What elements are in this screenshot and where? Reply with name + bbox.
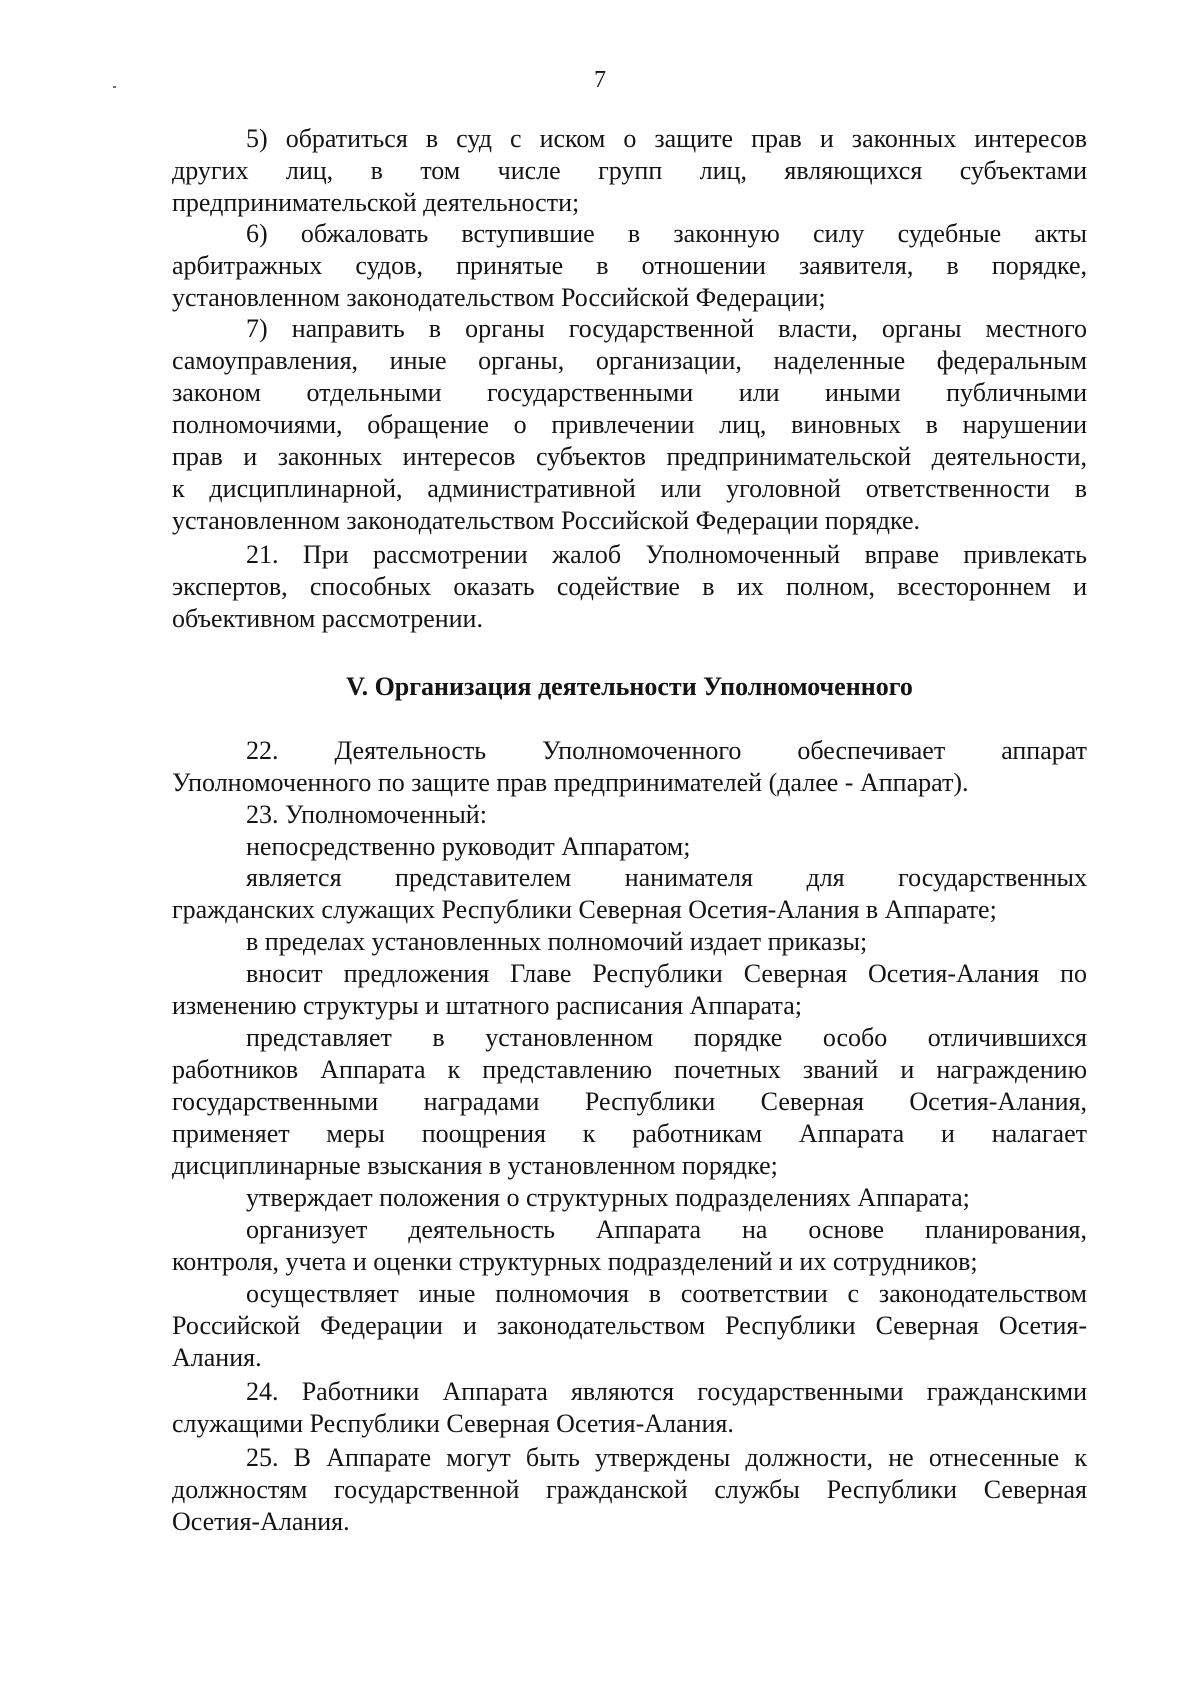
text-line: Уполномоченного по защите прав предпринимателей (далее - Аппарат). bbox=[172, 768, 969, 797]
section-heading: V. Организация деятельности Уполномоченного bbox=[346, 672, 913, 701]
text-line: дисциплинарные взыскания в установленном порядке; bbox=[172, 1151, 778, 1180]
text-line: применяет меры поощрения к работникам Аппарата и налагает bbox=[172, 1119, 1087, 1148]
text-line: 25. В Аппарате могут быть утверждены должности, не отнесенные к bbox=[246, 1443, 1087, 1472]
text-line: Алания. bbox=[172, 1343, 262, 1372]
text-line: прав и законных интересов субъектов предпринимательской деятельности, bbox=[172, 442, 1087, 471]
text-line: Российской Федерации и законодательством Республики Северная Осетия- bbox=[172, 1311, 1087, 1340]
text-line: 24. Работники Аппарата являются государственными гражданскими bbox=[246, 1377, 1087, 1406]
text-line: к дисциплинарной, административной или уголовной ответственности в bbox=[172, 474, 1087, 503]
text-line: 22. Деятельность Уполномоченного обеспечивает аппарат bbox=[246, 736, 1087, 765]
text-line: является представителем нанимателя для государственных bbox=[246, 863, 1087, 892]
text-line: 5) обратиться в суд с иском о защите прав и законных интересов bbox=[246, 124, 1087, 153]
text-line: самоуправления, иные органы, организации, наделенные федеральным bbox=[172, 346, 1087, 375]
text-line: других лиц, в том числе групп лиц, являющихся субъектами bbox=[172, 156, 1087, 185]
text-line: организует деятельность Аппарата на основе планирования, bbox=[246, 1215, 1087, 1244]
text-line: арбитражных судов, принятые в отношении заявителя, в порядке, bbox=[172, 251, 1087, 280]
scan-speck bbox=[113, 86, 116, 88]
text-line: предпринимательской деятельности; bbox=[172, 188, 580, 217]
text-line: 23. Уполномоченный: bbox=[246, 800, 487, 829]
text-line: законом отдельными государственными или иными публичными bbox=[172, 378, 1087, 407]
text-line: установленном законодательством Российской Федерации; bbox=[172, 283, 826, 312]
text-line: 6) обжаловать вступившие в законную силу судебные акты bbox=[246, 219, 1087, 248]
text-line: экспертов, способных оказать содействие в их полном, всестороннем и bbox=[172, 572, 1087, 601]
text-line: полномочиями, обращение о привлечении лиц, виновных в нарушении bbox=[172, 410, 1087, 439]
text-line: установленном законодательством Российской Федерации порядке. bbox=[172, 506, 921, 535]
text-line: 21. При рассмотрении жалоб Уполномоченный вправе привлекать bbox=[246, 540, 1087, 569]
text-line: изменению структуры и штатного расписания Аппарата; bbox=[172, 991, 802, 1020]
text-line: контроля, учета и оценки структурных подразделений и их сотрудников; bbox=[172, 1247, 978, 1276]
text-line: государственными наградами Республики Северная Осетия-Алания, bbox=[172, 1087, 1087, 1116]
page-number: 7 bbox=[594, 67, 606, 93]
text-line: работников Аппарата к представлению почетных званий и награждению bbox=[172, 1055, 1087, 1084]
text-line: 7) направить в органы государственной власти, органы местного bbox=[246, 314, 1087, 343]
text-line: представляет в установленном порядке особо отличившихся bbox=[246, 1023, 1087, 1052]
text-line: должностям государственной гражданской службы Республики Северная bbox=[172, 1475, 1087, 1504]
text-line: Осетия-Алания. bbox=[172, 1507, 350, 1536]
text-line: служащими Республики Северная Осетия-Алания. bbox=[172, 1409, 734, 1438]
text-line: осуществляет иные полномочия в соответствии с законодательством bbox=[246, 1279, 1087, 1308]
text-line: непосредственно руководит Аппаратом; bbox=[246, 832, 691, 861]
text-line: объективном рассмотрении. bbox=[172, 604, 483, 633]
text-line: утверждает положения о структурных подразделениях Аппарата; bbox=[246, 1183, 970, 1212]
text-line: вносит предложения Главе Республики Северная Осетия-Алания по bbox=[246, 959, 1087, 988]
text-line: гражданских служащих Республики Северная Осетия-Алания в Аппарате; bbox=[172, 895, 997, 924]
text-line: в пределах установленных полномочий издает приказы; bbox=[246, 927, 868, 956]
